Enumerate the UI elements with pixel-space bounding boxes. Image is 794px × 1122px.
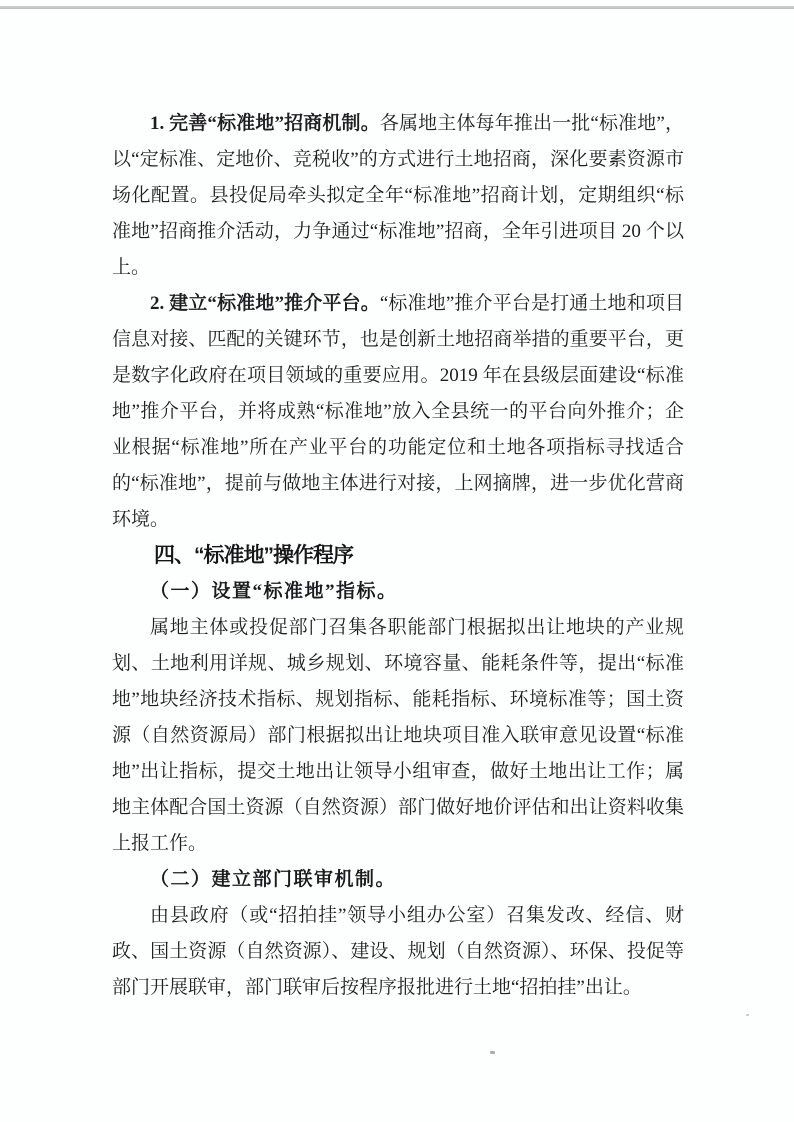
sub-heading-two: （二）建立部门联审机制。 [150, 869, 397, 890]
paragraph-2-bold-lead: 2. 建立“标准地”推介平台。 [150, 293, 380, 314]
paragraph-3: 属地主体或投促部门召集各职能部门根据拟出让地块的产业规划、土地利用详规、城乡规划、环境容量、能耗条件等，提出“标准地”地块经济技术指标、规划指标、能耗指标、环境标准等；国土资源（自然资源局）部门根据拟出让地块项目准入联审意见设置“标准地”出让指标，提交土地出让领导小组审查，做好土地出让工作；属地主体配合国土资源（自然资源）部门做好地价评估和出让资料收集上报工作。 [112, 617, 684, 854]
section-heading-four: 四、“标准地”操作程序 [154, 544, 353, 567]
paragraph-1 [112, 106, 684, 286]
sub-heading-one: （一）设置“标准地”指标。 [150, 581, 398, 602]
paragraph-2-text: “标准地”推介平台是打通土地和项目信息对接、匹配的关键环节，也是创新土地招商举措的重要平台，更是数字化政府在项目领域的重要应用。2019 年在县级层面建设“标准地”推介平台，并将成熟“标准地”放入全县统一的平台向外推介；企业根据“标准地”所在产业平台的功能定位和土地各项指标寻找适合的“标准地”，提前与做地主体进行对接，上网摘牌，进一步优化营商环境。 [112, 293, 684, 530]
paragraph-1-bold-lead: 1. 完善“标准地”招商机制。 [150, 113, 380, 134]
paragraph-4: 由县政府（或“招拍挂”领导小组办公室）召集发改、经信、财政、国土资源（自然资源）、建设、规划（自然资源）、环保、投促等部门开展联审，部门联审后按程序报批进行土地“招拍挂”出让。 [112, 905, 684, 998]
paragraph-2 [112, 286, 684, 538]
scan-edge-line [0, 6, 794, 9]
scan-speck [490, 1051, 495, 1054]
scan-speck [746, 1014, 749, 1016]
document-page [112, 106, 684, 1006]
paragraph-1-text: 各属地主体每年推出一批“标准地”，以“定标准、定地价、竞税收”的方式进行土地招商，深化要素资源市场化配置。县投促局牵头拟定全年“标准地”招商计划，定期组织“标准地”招商推介活动，力争通过“标准地”招商，全年引进项目 20 个以上。 [112, 113, 684, 278]
